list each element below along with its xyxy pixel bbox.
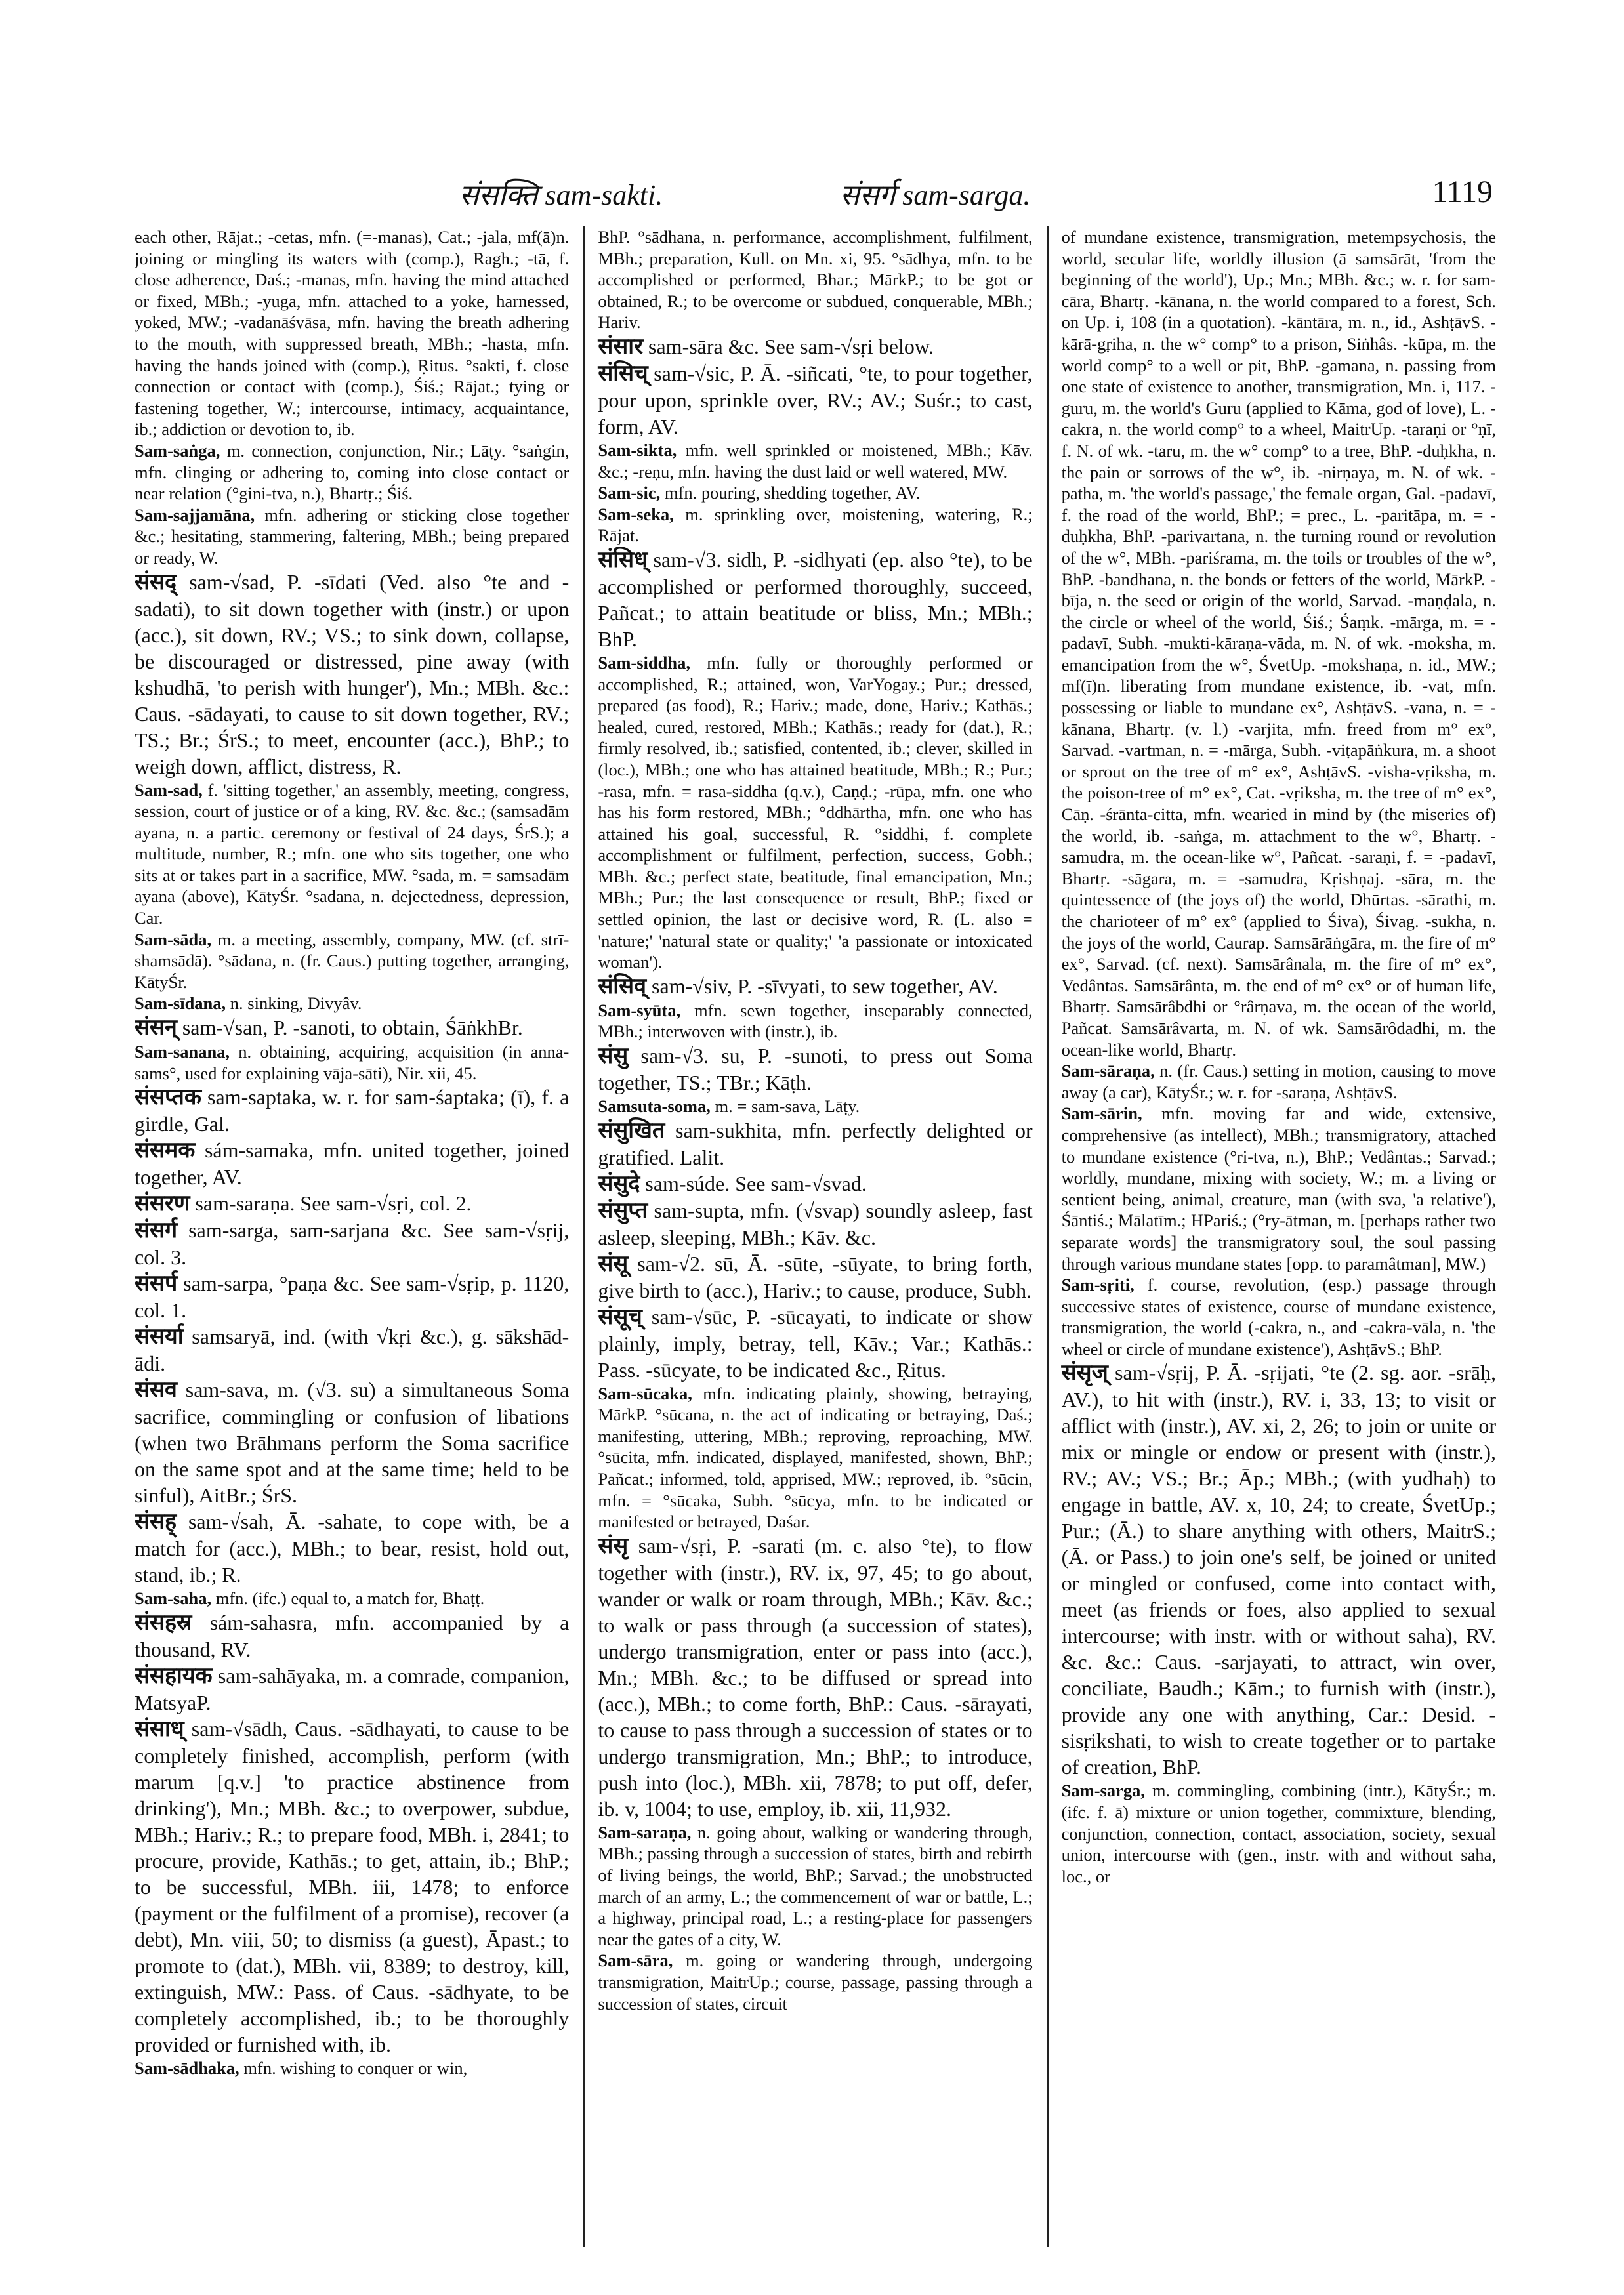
dictionary-entry (598, 1304, 1032, 1383)
definition-text: sam-sukhita, mfn. perfectly delighted or gratified. Lalit. (598, 1118, 1033, 1169)
column-3 (1047, 226, 1496, 2247)
dictionary-entry (135, 1508, 569, 1588)
dictionary-entry (135, 2057, 569, 2079)
definition-text: sam-√sṛij, P. Ā. -sṛijati, °te (2. sg. aor. -srāḥ, AV.), to hit with (instr.), RV. i, 33, 13; to visit or afflict with (instr.), AV. xi, 2, 26; to join or unite or mix or mingle or endow or present with (instr.), RV.; AV.; VS.; Br.; Āp.; MBh.; (with yudhaḥ) to engage in battle, AV. x, 10, 24; to create, ŚvetUp.; Pur.; (Ā.) to share anything with others, MaitrS.; (Ā. or Pass.) to join one's self, be joined or united or mingled or confused, come into contact with, meet (as friends or foes, also applied to sexual intercourse; with instr. with or without saha), RV. &c. &c.: Caus. -sarjayati, to attract, win over, conciliate, Baudh.; Kām.; to furnish with (instr.), provide any one with anything, Car.: Desid. -sisṛikshati, to wish to create together or to partake of creation, BhP. (1061, 1361, 1496, 1779)
definition-text: mfn. wishing to conquer or win, (239, 2057, 468, 2078)
headword: Sam-saṅga, (135, 440, 220, 461)
dictionary-entry (598, 440, 1032, 482)
dictionary-entry (135, 1376, 569, 1508)
devanagari-headword: संसुप्त (598, 1198, 648, 1223)
definition-text: sam-√3. sidh, P. -sidhyati (ep. also °te), to be accomplished or performed thoroughly, succeed, Pañcat.; to attain beatitude or bliss, Mn.; MBh.; BhP. (598, 547, 1033, 651)
definition-text: of mundane existence, transmigration, metempsychosis, the world, secular life, worldly illusion (ā samsārāt, 'from the beginning of the world'), Up.; Mn.; MBh. &c.; w. r. for sam-cāra, Bhartṛ. -kānana, n. the world compared to a forest, Sch. on Up. i, 108 (in a quotation). -kāntāra, m. n., id., AshṭāvS. -kārā-gṛiha, n. the w° comp° to a prison, Siṅhâs. -kūpa, m. the world comp° to a well or pit, BhP. -gamana, n. passing from one state of existence to another, transmigration, Mn. i, 117. -guru, m. the world's Guru (applied to Kāma, god of love), L. -cakra, n. the world comp° to a wheel, MaitrUp. -taraṇi or °ṇī, f. N. of wk. -taru, m. the w° comp° to a tree, BhP. -duḥkha, n. the pain or sorrows of the w°, ib. -nirṇaya, m. N. of wk. -patha, m. 'the world's passage,' the female organ, Gal. -padavī, f. the road of the world, BhP.; = prec., L. -paritāpa, m. = -duḥkha, BhP. -parivartana, n. the turning round or revolution of the w°, MBh. -pariśrama, m. the toils or troubles of the w°, BhP. -bandhana, n. the bonds or fetters of the world, MārkP. -bīja, n. the seed or origin of the world, Sarvad. -maṇḍala, n. the circle or wheel of the world, Śiś.; Śaṃk. -mārga, m. = -padavī, Subh. -mukti-kāraṇa-vāda, m. N. of wk. -moksha, m. emancipation from the w°, ŚvetUp. -mokshaṇa, n. id., MW.; mf(ī)n. liberating from mundane existence, ib. -vat, mfn. possessing or liable to mundane ex°, AshṭāvS. -vana, n. = -kānana, Bhartṛ. (v. l.) -varjita, mfn. freed from m° ex°, Sarvad. -vartman, n. = -mārga, Subh. -viṭapāṅkura, m. a shoot or sprout on the tree of m° ex°, AshṭāvS. -visha-vṛiksha, m. the poison-tree of m° ex°, Cat. -vṛiksha, m. the tree of m° ex°, Cāṇ. -śrānta-citta, mfn. wearied in mind by (the miseries of) the world, ib. -saṅga, m. attachment to the w°, Bhartṛ. -samudra, m. the ocean-like w°, Pañcat. -saraṇi, f. = -padavī, Bhartṛ. -sāgara, m. = -samudra, Kṛishṇaj. -sāra, m. the quintessence of (the joys of) the world, Dhūrtas. -sārathi, m. the charioteer of m° ex° (applied to Śiva), Śivag. -sukha, n. the joys of the world, Caurap. Samsārāṅgāra, m. the fire of m° ex°, Sarvad. (cf. next). Samsārânala, m. the fire of m° ex°, Vedântas. Samsārânta, m. the end of m° ex° or of human life, Bhartṛ. Samsārâbdhi or °rârṇava, m. the ocean of the world, Pañcat. Samsārâvarta, m. N. of wk. Samsārôdadhi, m. the ocean-like world, Bhartṛ. (1061, 227, 1496, 1060)
headword: Sam-saraṇa, (598, 1822, 692, 1842)
continued-entry (135, 226, 569, 440)
dictionary-entry (135, 1663, 569, 1716)
definition-text: m. a meeting, assembly, company, MW. (cf. strī-shamsādā). °sādana, n. (fr. Caus.) putting together, arranging, KātyŚr. (135, 929, 570, 992)
definition-text: mfn. indicating plainly, showing, betraying, MārkP. °sūcana, n. the act of indicating or betraying, Daś.; manifesting, uttering, MBh.; reproving, reproaching, MW. °sūcita, mfn. indicated, displayed, manifested, shown, BhP.; Pañcat.; informed, told, apprised, MW.; reproved, ib. °sūcin, mfn. = °sūcaka, Subh. °sūcya, mfn. to be indicated or manifested or betrayed, Daśar. (598, 1383, 1033, 1532)
devanagari-headword: संसमक (135, 1138, 196, 1163)
headword: Sam-saha, (135, 1588, 212, 1609)
definition-text: each other, Rājat.; -cetas, mfn. (=-manas), Cat.; -jala, mf(ā)n. joining or mingling its waters with (comp.), Ragh.; -tā, f. close adherence, Daś.; -manas, mfn. having the mind attached or fixed, MBh.; -yuga, mfn. attached to a yoke, harnessed, yoked, MW.; -vadanāśvāsa, mfn. having the breath adhering to the mouth, with suppressed breath, MBh.; -hasta, mfn. having the hands joined with (comp.), Ṛitus. °sakti, f. close connection or contact with (comp.), Śiś.; Rājat.; tying or fastening together, W.; intercourse, intimacy, acquaintance, ib.; addiction or devotion to, ib. (135, 227, 570, 440)
definition-text: mfn. (ifc.) equal to, a match for, Bhaṭṭ. (211, 1588, 485, 1609)
devanagari-headword: संसह् (135, 1510, 177, 1535)
headword: Sam-sūcaka, (598, 1383, 692, 1403)
definition-text: n. obtaining, acquiring, acquisition (in anna-sams°, used for explaining vāja-sāti), Nir. xii, 45. (135, 1042, 570, 1083)
definition-text: m. connection, conjunction, Nir.; Lāṭy. °saṅgin, mfn. clinging or adhering to, coming into close contact or near relation (°gini-tva, n.), Bhartṛ.; Śiś. (135, 440, 570, 504)
definition-text: sam-√sic, P. Ā. -siñcati, °te, to pour together, pour upon, sprinkle over, RV.; AV.; Suśr.; to cast, form, AV. (598, 361, 1033, 438)
devanagari-headword: संसिध् (598, 547, 648, 572)
page-number: 1119 (1432, 175, 1493, 209)
devanagari-headword: संसृ (598, 1533, 629, 1558)
devanagari-headword: संसुदे (598, 1171, 640, 1196)
dictionary-entry (135, 993, 569, 1014)
dictionary-columns (135, 226, 1496, 2247)
devanagari-headword: संसृज् (1061, 1361, 1108, 1386)
dictionary-entry (135, 1323, 569, 1376)
headword: Sam-sanana, (135, 1042, 230, 1062)
headword: Sam-sīdana, (135, 993, 226, 1014)
devanagari-headword: संसुखित (598, 1118, 665, 1143)
dictionary-entry (598, 1117, 1032, 1170)
definition-text: sam-saptaka, w. r. for sam-śaptaka; (ī), f. a girdle, Gal. (135, 1085, 570, 1136)
definition-text: sam-saraṇa. See sam-√sṛi, col. 2. (190, 1191, 472, 1216)
headword: Sam-sāda, (135, 929, 212, 949)
page-header (138, 174, 1493, 220)
devanagari-headword: संसिच् (598, 361, 648, 386)
headword: Sam-syūta, (598, 1000, 681, 1020)
definition-text: sam-√san, P. -sanoti, to obtain, ŚāṅkhBr. (177, 1016, 523, 1040)
headword: Sam-sāra, (598, 1951, 673, 1971)
dictionary-entry (135, 1041, 569, 1084)
definition-text: sam-√sad, P. -sīdati (Ved. also °te and -sadati), to sit down together with (instr.) or upon (acc.), sit down, RV.; VS.; to sink down, collapse, be discouraged or distressed, pine away (with kshudhā, 'to perish with hunger'), Mn.; MBh. &c.: Caus. -sādayati, to cause to sit down together, RV.; TS.; Br.; ŚrS.; to meet, encounter (acc.), BhP.; to weigh down, afflict, distress, R. (135, 569, 570, 778)
headword: Sam-sarga, (1061, 1781, 1145, 1801)
devanagari-headword: संसु (598, 1044, 629, 1069)
headword: Sam-sic, (598, 483, 661, 503)
dictionary-entry (598, 1533, 1032, 1822)
dictionary-entry (135, 1716, 569, 2057)
definition-text: n. (fr. Caus.) setting in motion, causing to move away (a car), KātyŚr.; w. r. for -saraṇa, AshṭāvS. (1061, 1061, 1496, 1102)
definition-text: mfn. sewn together, inseparably connected, MBh.; interwoven with (instr.), ib. (598, 1000, 1033, 1042)
dictionary-entry (598, 482, 1032, 504)
column-2 (583, 226, 1032, 2247)
dictionary-entry (598, 973, 1032, 1000)
dictionary-entry (135, 929, 569, 993)
devanagari-headword: संसार (598, 334, 644, 359)
dictionary-entry (598, 333, 1032, 360)
dictionary-entry (598, 504, 1032, 547)
devanagari-headword: संसिव् (598, 974, 647, 999)
dictionary-entry (135, 1270, 569, 1323)
dictionary-entry (135, 1084, 569, 1137)
dictionary-entry (598, 1197, 1032, 1251)
definition-text: mfn. well sprinkled or moistened, MBh.; Kāv. &c.; -reṇu, mfn. having the dust laid or well watered, MW. (598, 440, 1033, 482)
headword: Sam-sṛiti, (1061, 1275, 1135, 1295)
dictionary-entry (598, 360, 1032, 440)
devanagari-headword: संसन् (135, 1016, 177, 1041)
running-head-left: संसक्ति sam-sakti. (459, 179, 663, 211)
definition-text: sam-sava, m. (√3. su) a simultaneous Soma sacrifice, commingling or confusion of libations (when two Brāhmans perform the Soma sacrifice on the same spot and at the same time; held to be sinful), AitBr.; ŚrS. (135, 1378, 570, 1508)
dictionary-entry (135, 1588, 569, 1609)
definition-text: sam-√sādh, Caus. -sādhayati, to cause to be completely finished, accomplish, perform (with marum [q.v.] 'to practice abstinence from drinking'), Mn.; MBh. &c.; to overpower, subdue, MBh.; Hariv.; R.; to prepare food, MBh. i, 2841; to procure, provide, Kathās.; to get, attain, ib.; BhP.; to be successful, MBh. iii, 1478; to enforce (payment or the fulfilment of a promise), recover (a debt), Mn. viii, 50; to dismiss (a guest), Āpast.; to promote to (dat.), MBh. vii, 8389; to destroy, kill, extinguish, MW.: Pass. of Caus. -sādhyate, to be completely accomplished, ib.; to be thoroughly provided or furnished with, ib. (135, 1716, 570, 2056)
devanagari-headword: संसरण (135, 1191, 190, 1216)
definition-text: m. going or wandering through, undergoing transmigration, MaitrUp.; course, passage, passing through a succession of states, circuit (598, 1951, 1033, 2014)
dictionary-entry (598, 1950, 1032, 2014)
dictionary-entry (135, 779, 569, 929)
definition-text: samsaryā, ind. (with √kṛi &c.), g. sākshād-ādi. (135, 1325, 570, 1376)
dictionary-entry (598, 1000, 1032, 1043)
dictionary-entry (1062, 1274, 1496, 1359)
dictionary-entry (598, 1822, 1032, 1951)
definition-text: sam-√3. su, P. -sunoti, to press out Soma together, TS.; TBr.; Kāṭh. (598, 1044, 1033, 1095)
headword: Sam-sāraṇa, (1061, 1061, 1155, 1081)
headword: Sam-sikta, (598, 440, 677, 460)
definition-text: sam-√siv, P. -sīvyati, to sew together, AV. (646, 974, 998, 998)
devanagari-headword: संसाध् (135, 1716, 184, 1741)
dictionary-entry (598, 547, 1032, 652)
definition-text: m. = sam-sava, Lāṭy. (710, 1096, 860, 1117)
devanagari-headword: संसर्प (135, 1272, 178, 1296)
dictionary-entry (598, 1096, 1032, 1117)
definition-text: mfn. moving far and wide, extensive, comprehensive (as intellect), MBh.; transmigratory, attached to mundane existence (°ri-tva, n.), BhP.; Vedântas.; Sarvad.; worldly, mundane, mixing with society, W.; m. a living or sentient being, animal, creature, man (with sva, 'a relative'), Śāntiś.; Mālatīm.; HPariś.; (°ry-ātman, m. [perhaps rather two separate words] the transmigratory soul, the soul passing through various mundane states [opp. to paramâtman], MW.) (1061, 1104, 1496, 1273)
devanagari-headword: संसप्तक (135, 1085, 201, 1110)
headword: Sam-siddha, (598, 652, 690, 672)
definition-text: sam-sarga, sam-sarjana &c. See sam-√sṛij, col. 3. (135, 1218, 570, 1270)
headword: Sam-sādhaka, (135, 2057, 239, 2078)
definition-text: n. going about, walking or wandering through, MBh.; passing through a succession of states, birth and rebirth of living beings, the world, BhP.; Sarvad.; the unobstructed march of an army, L.; the commencement of war or battle, L.; a highway, principal road, L.; a resting-place for passengers near the gates of a city, W. (598, 1822, 1033, 1949)
devanagari-headword: संसहायक (135, 1663, 213, 1688)
definition-text: f. 'sitting together,' an assembly, meeting, congress, session, court of justice or of a king, RV. &c. &c.; (samsadām ayana, n. a partic. ceremony or festival of 24 days, ŚrS.); a multitude, number, R.; mfn. one who sits together, one who sits at or takes part in a sacrifice, MW. °sada, m. = samsadām ayana (above), KātyŚr. °sadana, n. dejectedness, depression, Car. (135, 779, 570, 928)
dictionary-entry (598, 1383, 1032, 1533)
definition-text: sám-sahasra, mfn. accompanied by a thousand, RV. (135, 1610, 570, 1661)
devanagari-headword: संसर्ग (135, 1218, 178, 1243)
definition-text: sam-súde. See sam-√svad. (640, 1171, 867, 1195)
dictionary-entry (135, 440, 569, 505)
column-1 (135, 226, 569, 2247)
dictionary-entry (135, 1609, 569, 1663)
definition-text: sam-supta, mfn. (√svap) soundly asleep, fast asleep, sleeping, MBh.; Kāv. &c. (598, 1198, 1033, 1249)
dictionary-entry (135, 569, 569, 779)
definition-text: sam-√sah, Ā. -sahate, to cope with, be a match for (acc.), MBh.; to bear, resist, hold out, stand, ib.; R. (135, 1510, 570, 1587)
headword: Sam-sajjamāna, (135, 505, 255, 525)
continued-entry (1062, 226, 1496, 1060)
definition-text: sam-√sūc, P. -sūcayati, to indicate or show plainly, imply, betray, tell, Kāv.; Var.; Kathās.: Pass. -sūcyate, to be indicated &c., Ṛitus. (598, 1304, 1033, 1382)
devanagari-headword: संसद् (135, 569, 177, 594)
dictionary-entry (598, 652, 1032, 973)
definition-text: mfn. pouring, shedding together, AV. (660, 483, 921, 503)
continued-entry (598, 226, 1032, 333)
definition-text: sam-sarpa, °paṇa &c. See sam-√sṛip, p. 1120, col. 1. (135, 1272, 570, 1323)
definition-text: m. sprinkling over, moistening, watering, R.; Rājat. (598, 504, 1033, 546)
definition-text: sam-sāra &c. See sam-√sṛi below. (643, 334, 934, 358)
dictionary-entry (135, 505, 569, 569)
dictionary-entry (598, 1043, 1032, 1096)
devanagari-headword: संसव (135, 1378, 177, 1403)
dictionary-entry (598, 1251, 1032, 1304)
headword: Sam-seka, (598, 504, 674, 524)
dictionary-entry (1062, 1060, 1496, 1103)
definition-text: sam-√2. sū, Ā. -sūte, -sūyate, to bring forth, give birth to (acc.), Hariv.; to cause, produce, Subh. (598, 1251, 1033, 1302)
dictionary-entry (135, 1137, 569, 1190)
dictionary-entry (1062, 1780, 1496, 1887)
dictionary-entry (135, 1190, 569, 1217)
devanagari-headword: संसू (598, 1251, 629, 1276)
definition-text: f. course, revolution, (esp.) passage through successive states of existence, course of mundane existence, transmigration, the world (-cakra, n., and -cakra-vāla, n. 'the wheel or circle of mundane existence'), AshṭāvS.; BhP. (1061, 1275, 1496, 1359)
running-head-center: संसर्ग sam-sarga. (840, 179, 1031, 211)
dictionary-entry (135, 1217, 569, 1270)
definition-text: sam-sahāyaka, m. a comrade, companion, MatsyaP. (135, 1663, 570, 1714)
definition-text: BhP. °sādhana, n. performance, accomplishment, fulfilment, MBh.; preparation, Kull. on Mn. xi, 95. °sādhya, mfn. to be accomplished or performed, Bhar.; MārkP.; to be got or obtained, R.; to be overcome or subdued, conquerable, MBh.; Hariv. (598, 227, 1033, 333)
definition-text: mfn. fully or thoroughly performed or accomplished, R.; attained, won, VarYogay.; Pur.; dressed, prepared (as food), R.; Hariv.; made, done, Hariv.; Kathās.; healed, cured, restored, MBh.; Kathās.; ready for (dat.), R.; firmly resolved, ib.; satisfied, contented, ib.; clever, skilled in (loc.), MBh.; one who has attained beatitude, MBh.; R.; Pur.; -rasa, mfn. = rasa-siddha (q.v.), Caṇḍ.; -rūpa, mfn. one who has his form restored, MBh.; °ddhārtha, mfn. one who has attained his goal, successful, R. °siddhi, f. complete accomplishment or fulfilment, perfection, success, Gobh.; MBh. &c.; perfect state, beatitude, final emancipation, Mn.; MBh.; Pur.; the last consequence or result, BhP.; fixed or settled opinion, the last or decisive word, R. (L. also = 'nature;' 'natural state or quality;' 'a passionate or intoxicated woman'). (598, 652, 1033, 972)
definition-text: mfn. adhering or sticking close together &c.; hesitating, stammering, faltering, MBh.; being prepared or ready, W. (135, 505, 570, 568)
dictionary-entry (135, 1014, 569, 1041)
devanagari-headword: संसूच् (598, 1304, 642, 1329)
headword: Sam-sārin, (1061, 1104, 1142, 1124)
headword: Sam-sad, (135, 779, 203, 800)
dictionary-entry (1062, 1359, 1496, 1780)
definition-text: sam-√sṛi, P. -sarati (m. c. also °te), to flow together with (instr.), RV. ix, 97, 45; to go about, wander or walk or roam through, MBh.; Kāv. &c.; to walk or pass through (a succession of states), undergo transmigration, enter or pass into (acc.), Mn.; MBh. &c.; to be diffused or spread into (acc.), MBh.; to come forth, BhP.: Caus. -sārayati, to cause to pass through a succession of states or to undergo transmigration, Mn.; BhP.; to introduce, push into (loc.), MBh. xii, 7878; to put off, defer, ib. v, 1004; to use, employ, ib. xii, 11,932. (598, 1533, 1033, 1821)
definition-text: n. sinking, Divyâv. (226, 993, 362, 1014)
definition-text: m. commingling, combining (intr.), KātyŚr.; m. (ifc. f. ā) mixture or union together, commixture, blending, conjunction, connection, contact, association, society, sexual union, intercourse with (gen., instr. with and without saha, loc., or (1061, 1781, 1496, 1886)
dictionary-entry (1062, 1103, 1496, 1274)
devanagari-headword: संसहस्र (135, 1610, 192, 1635)
devanagari-headword: संसर्या (135, 1325, 184, 1350)
headword: Samsuta-soma, (598, 1096, 711, 1117)
definition-text: sám-samaka, mfn. united together, joined together, AV. (135, 1138, 570, 1189)
dictionary-entry (598, 1170, 1032, 1197)
